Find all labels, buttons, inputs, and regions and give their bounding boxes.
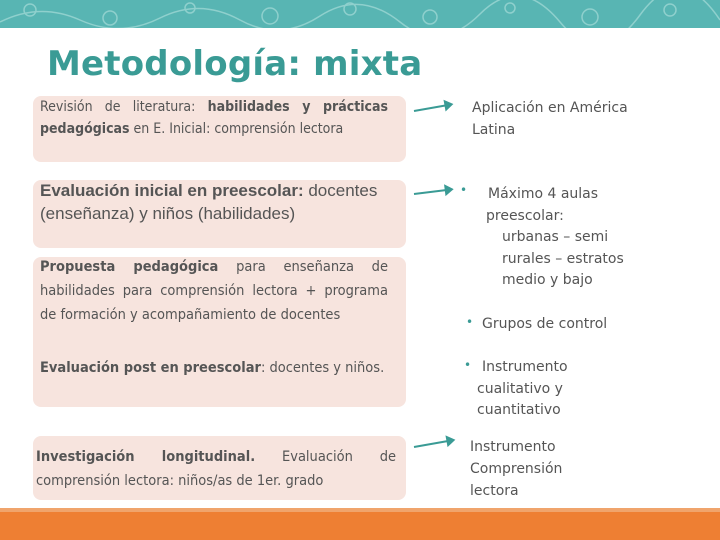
post-evaluation-text: [40, 356, 388, 380]
decorative-pattern: [0, 0, 720, 28]
initial-evaluation-bold: Evaluación inicial en preescolar:: [40, 181, 304, 200]
post-evaluation-bold: Evaluación post en preescolar: [40, 360, 261, 376]
reading-instrument-line3: lectora: [470, 483, 519, 499]
bullet-icon: •: [466, 315, 474, 329]
longitudinal-research-text: [36, 445, 396, 493]
instrument-line2: cualitativo y: [477, 381, 563, 397]
literature-review-bold: habilidades y prácticas pedagógicas: [40, 99, 388, 137]
longitudinal-research-bold: Investigación longitudinal.: [36, 449, 256, 465]
literature-review-prefix: Revisión de literatura:: [40, 99, 208, 115]
initial-evaluation-text: [40, 179, 385, 225]
pedagogical-proposal-rest: para enseñanza de habilidades para comprensión lectora + programa de formación y acompañamiento de docentes: [40, 259, 388, 323]
literature-review-rest: en E. Inicial: comprensión lectora: [129, 121, 344, 137]
control-groups: Grupos de control: [482, 316, 608, 332]
reading-instrument-line2: Comprensión: [470, 461, 563, 477]
arrow-2: [414, 189, 448, 195]
instrument-line3: cuantitativo: [477, 402, 561, 418]
instrument-line1: Instrumento: [482, 359, 568, 375]
reading-instrument-line1: Instrumento: [470, 439, 556, 455]
arrow-3: [414, 440, 450, 448]
max-classrooms-line3: urbanas – semi: [502, 229, 609, 245]
arrow-1: [414, 104, 448, 112]
max-classrooms-line4: rurales – estratos: [502, 251, 624, 267]
initial-evaluation-rest: docentes (enseñanza) y niños (habilidades): [40, 181, 378, 223]
post-evaluation-rest: : docentes y niños.: [260, 360, 385, 376]
bullet-icon: •: [464, 358, 472, 372]
longitudinal-research-rest: Evaluación de comprensión lectora: niños/as de 1er. grado: [36, 449, 397, 489]
pedagogical-proposal-text: [40, 255, 388, 327]
literature-review-text: [40, 96, 388, 140]
page-title: Metodología: mixta: [47, 44, 423, 84]
bottom-decorative-banner: [0, 512, 720, 540]
application-text: Aplicación en América Latina: [472, 100, 628, 138]
max-classrooms-line2: preescolar:: [486, 208, 564, 224]
bullet-icon: •: [460, 183, 468, 197]
pedagogical-proposal-bold: Propuesta pedagógica: [40, 259, 219, 275]
application-latin-america: [472, 97, 652, 141]
max-classrooms-line5: medio y bajo: [502, 272, 593, 288]
top-decorative-banner: [0, 0, 720, 28]
max-classrooms-line1: Máximo 4 aulas: [488, 186, 599, 202]
